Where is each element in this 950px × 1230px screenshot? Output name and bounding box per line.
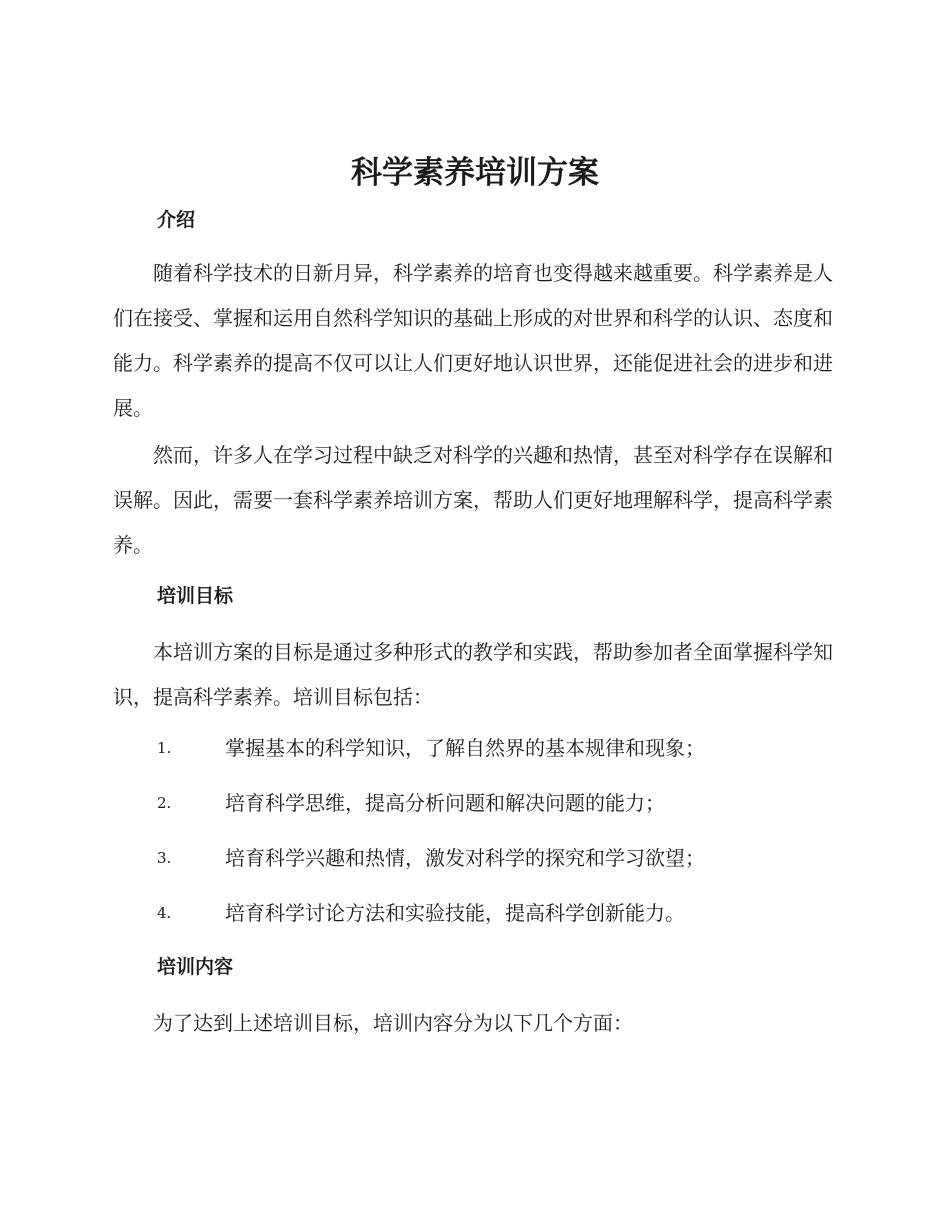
intro-paragraph-2: 然而，许多人在学习过程中缺乏对科学的兴趣和热情，甚至对科学存在误解和误解。因此，需要一套科学素养培训方案，帮助人们更好地理解科学，提高科学素养。	[113, 443, 833, 557]
document-title: 科学素养培训方案	[351, 155, 599, 191]
goals-paragraph: 本培训方案的目标是通过多种形式的教学和实践，帮助参加者全面掌握科学知识，提高科学素养。培训目标包括：	[113, 640, 833, 709]
list-text: 培育科学思维，提高分析问题和解决问题的能力；	[225, 791, 665, 815]
section-heading-intro: 介绍	[157, 209, 196, 231]
list-text: 培育科学讨论方法和实验技能，提高科学创新能力。	[225, 901, 685, 925]
section-heading-content: 培训内容	[157, 956, 234, 978]
list-text: 培育科学兴趣和热情，激发对科学的探究和学习欲望；	[225, 846, 705, 870]
list-number: 1.	[157, 739, 172, 757]
list-number: 4.	[157, 904, 172, 922]
list-number: 3.	[157, 849, 172, 867]
list-number: 2.	[157, 794, 172, 812]
content-paragraph: 为了达到上述培训目标，培训内容分为以下几个方面：	[153, 1011, 633, 1035]
section-heading-goals: 培训目标	[157, 585, 234, 607]
list-text: 掌握基本的科学知识，了解自然界的基本规律和现象；	[225, 736, 705, 760]
intro-paragraph-1: 随着科学技术的日新月异，科学素养的培育也变得越来越重要。科学素养是人们在接受、掌握和运用自然科学知识的基础上形成的对世界和科学的认识、态度和能力。科学素养的提高不仅可以让人们更好地认识世界，还能促进社会的进步和进展。	[113, 261, 833, 420]
